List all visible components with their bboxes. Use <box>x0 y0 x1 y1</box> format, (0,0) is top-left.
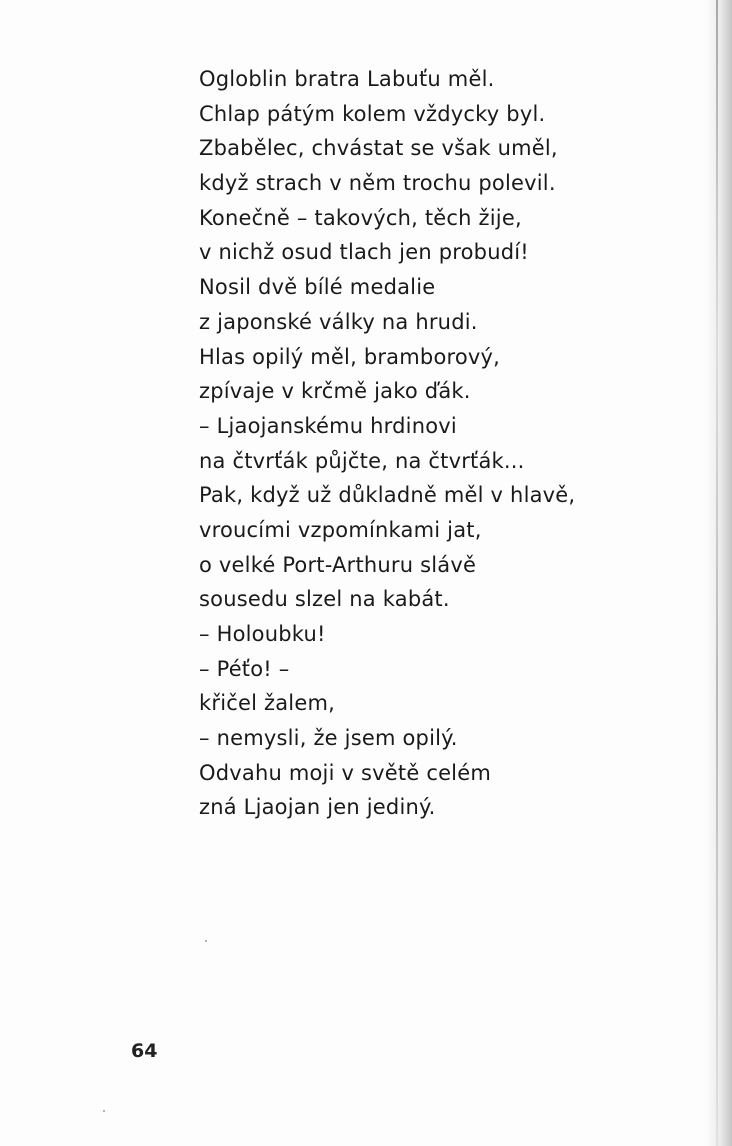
poem-line: Chlap pátým kolem vždycky byl. <box>199 101 546 126</box>
poem-line: – Holoubku! <box>199 622 326 646</box>
page-number: 64 <box>131 1040 158 1062</box>
poem-line: zpívaje v krčmě jako ďák. <box>199 379 471 404</box>
poem-line: křičel žalem, <box>199 691 335 716</box>
poem-line: – Péťo! – <box>199 656 290 681</box>
poem-line: o velké Port-Arthuru slávě <box>199 552 477 577</box>
poem-line: – Ljaojanskému hrdinovi <box>199 413 457 438</box>
page-edge-shadow <box>706 0 732 1146</box>
page-edge-line <box>716 0 718 1146</box>
print-speck <box>103 1110 105 1112</box>
poem-line: na čtvrťák půjčte, na čtvrťák... <box>199 448 525 473</box>
poem-line: Hlas opilý měl, bramborový, <box>199 344 501 369</box>
poem-line: zná Ljaojan jen jediný. <box>199 795 436 820</box>
poem-line: vroucími vzpomínkami jat, <box>199 517 482 542</box>
poem-line: Konečně – takových, těch žije, <box>199 205 522 230</box>
poem-line: Ogloblin bratra Labuťu měl. <box>199 67 495 91</box>
poem-stanza <box>199 62 699 825</box>
poem-line: Pak, když už důkladně měl v hlavě, <box>199 483 576 508</box>
poem-line: z japonské války na hrudi. <box>199 309 478 334</box>
poem-line: Zbabělec, chvástat se však uměl, <box>199 136 558 161</box>
poem-line: Nosil dvě bílé medalie <box>199 275 436 300</box>
print-speck <box>205 940 207 942</box>
poem-line: Odvahu moji v světě celém <box>199 760 491 785</box>
poem-line: když strach v něm trochu polevil. <box>199 171 556 196</box>
poem-line: sousedu slzel na kabát. <box>199 587 450 612</box>
poem-line: v nichž osud tlach jen probudí! <box>199 240 529 265</box>
poem-line: – nemysli, že jsem opilý. <box>199 726 458 751</box>
